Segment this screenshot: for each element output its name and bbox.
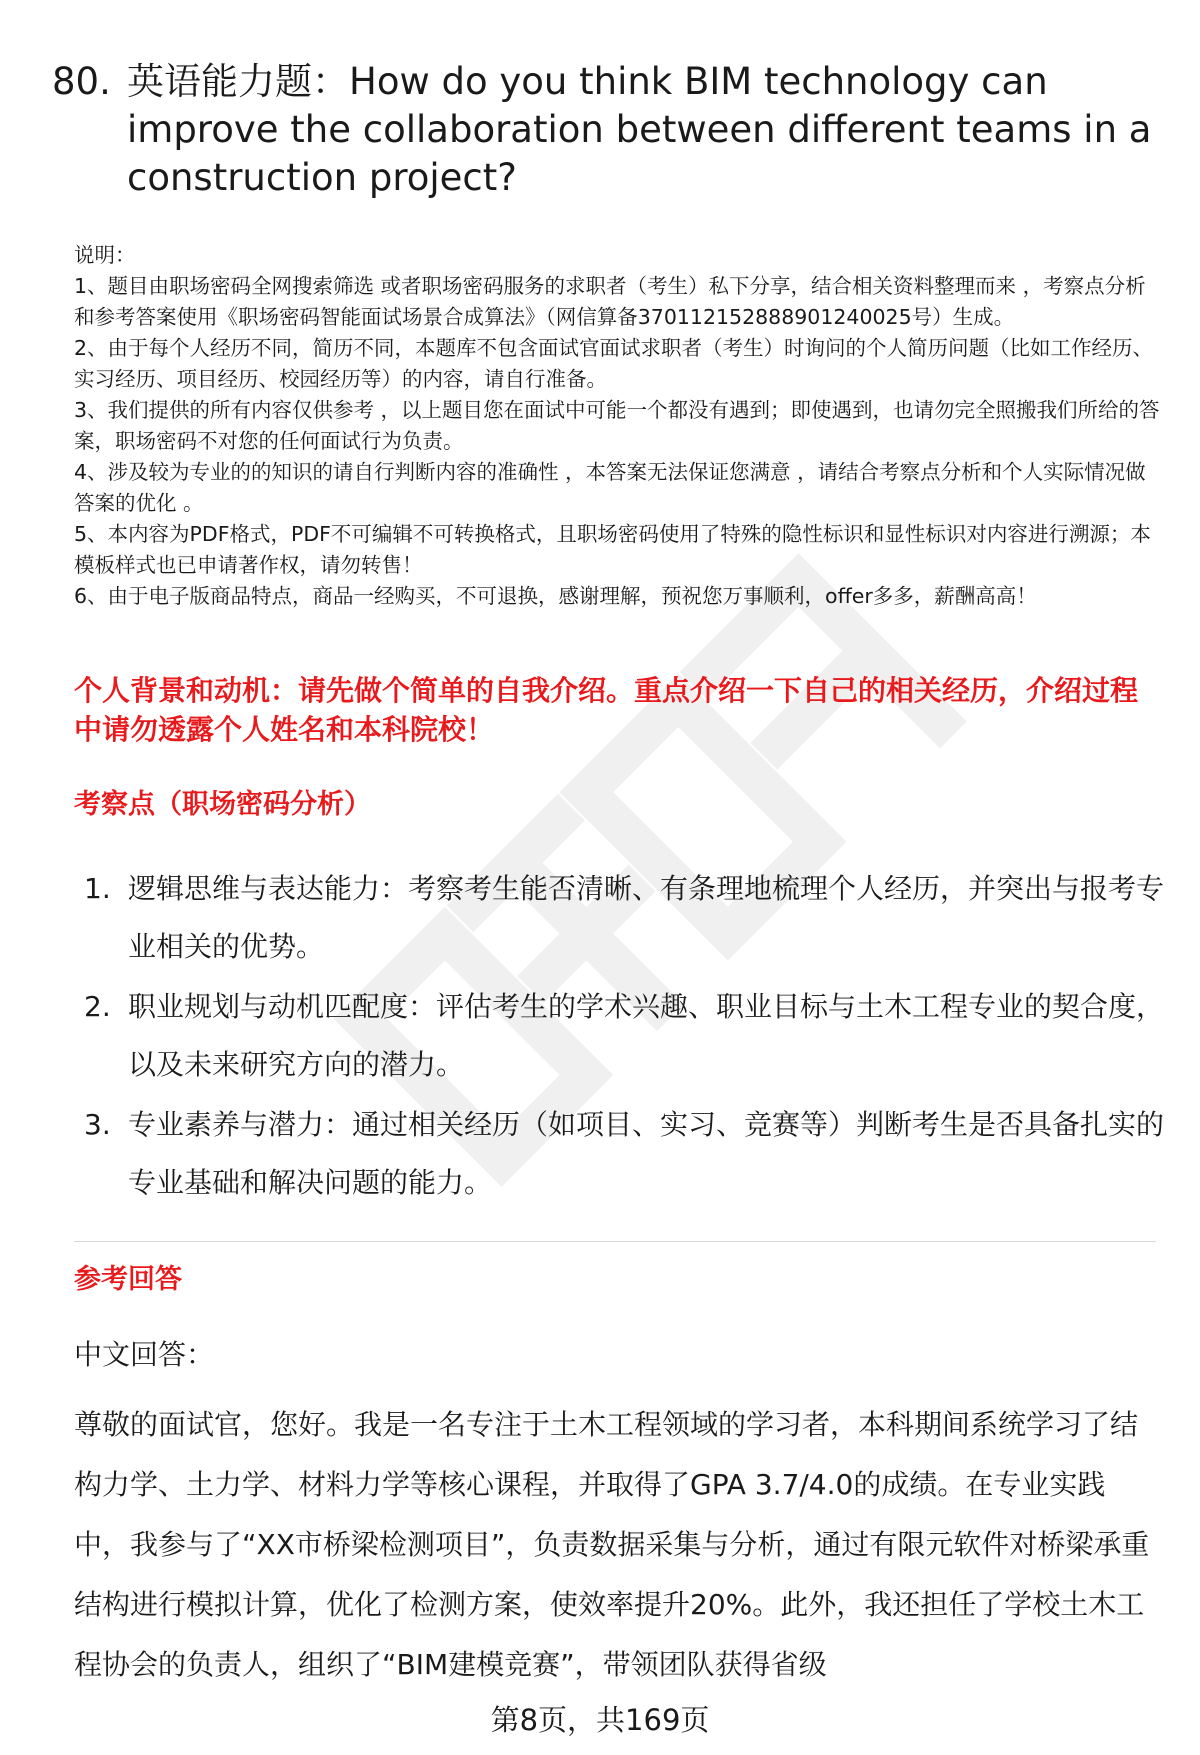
answer-heading: 参考回答 <box>74 1264 182 1295</box>
question <box>52 58 1152 202</box>
page-footer: 第8页，共169页 <box>490 1703 710 1737</box>
question-text: 英语能力题：How do you think BIM technology can improve the collaboration between different teams in a construction project? <box>127 60 1152 199</box>
notes-item: 5、本内容为PDF格式，PDF不可编辑不可转换格式，且职场密码使用了特殊的隐性标识和显性标识对内容进行溯源；本模板样式也已申请著作权，请勿转售！ <box>74 522 1151 577</box>
list-item-text: 职业规划与动机匹配度：评估考生的学术兴趣、职业目标与土木工程专业的契合度，以及未来研究方向的潜力。 <box>128 990 1165 1081</box>
notes-title: 说明： <box>74 243 136 267</box>
question-number: 80. <box>52 60 111 103</box>
answer-body: 尊敬的面试官，您好。我是一名专注于土木工程领域的学习者，本科期间系统学习了结构力学、土力学、材料力学等核心课程，并取得了GPA 3.7/4.0的成绩。在专业实践中，我参与了“XX市桥梁检测项目”，负责数据采集与分析，通过有限元软件对桥梁承重结构进行模拟计算，优化了检测方案，使效率提升20%。此外，我还担任了学校土木工程协会的负责人，组织了“BIM建模竞赛”，带领团队获得省级 <box>74 1408 1150 1681</box>
list-item-text: 逻辑思维与表达能力：考察考生能否清晰、有条理地梳理个人经历，并突出与报考专业相关的优势。 <box>128 872 1165 963</box>
list-item <box>74 860 1164 976</box>
notes-item: 2、由于每个人经历不同，简历不同，本题库不包含面试官面试求职者（考生）时询问的个人简历问题（比如工作经历、实习经历、项目经历、校园经历等）的内容，请自行准备。 <box>74 336 1154 391</box>
points-heading: 考察点（职场密码分析） <box>74 789 371 820</box>
section-divider <box>74 1241 1156 1242</box>
points-list <box>74 860 1164 1214</box>
notes-section <box>74 240 1164 612</box>
list-item <box>74 978 1164 1094</box>
background-heading: 个人背景和动机：请先做个简单的自我介绍。重点介绍一下自己的相关经历，介绍过程中请勿透露个人姓名和本科院校！ <box>74 674 1139 746</box>
notes-item: 3、我们提供的所有内容仅供参考 ，以上题目您在面试中可能一个都没有遇到；即使遇到，也请勿完全照搬我们所给的答案，职场密码不对您的任何面试行为负责。 <box>74 398 1160 453</box>
notes-item: 6、由于电子版商品特点，商品一经购买，不可退换，感谢理解，预祝您万事顺利，offer多多，薪酬高高！ <box>74 584 1037 608</box>
notes-item: 4、涉及较为专业的的知识的请自行判断内容的准确性 ，本答案无法保证您满意 ，请结合考察点分析和个人实际情况做答案的优化 。 <box>74 460 1146 515</box>
notes-item: 1、题目由职场密码全网搜索筛选 或者职场密码服务的求职者（考生）私下分享，结合相关资料整理而来 ，考察点分析和参考答案使用《职场密码智能面试场景合成算法》（网信算备370112152888901240025号）生成。 <box>74 274 1146 329</box>
list-item <box>74 1096 1164 1212</box>
answer-language-label: 中文回答： <box>74 1338 215 1371</box>
list-item-number: 3. <box>84 1108 111 1141</box>
list-item-number: 1. <box>84 872 111 905</box>
list-item-number: 2. <box>84 990 111 1023</box>
list-item-text: 专业素养与潜力：通过相关经历（如项目、实习、竞赛等）判断考生是否具备扎实的专业基础和解决问题的能力。 <box>128 1108 1165 1199</box>
